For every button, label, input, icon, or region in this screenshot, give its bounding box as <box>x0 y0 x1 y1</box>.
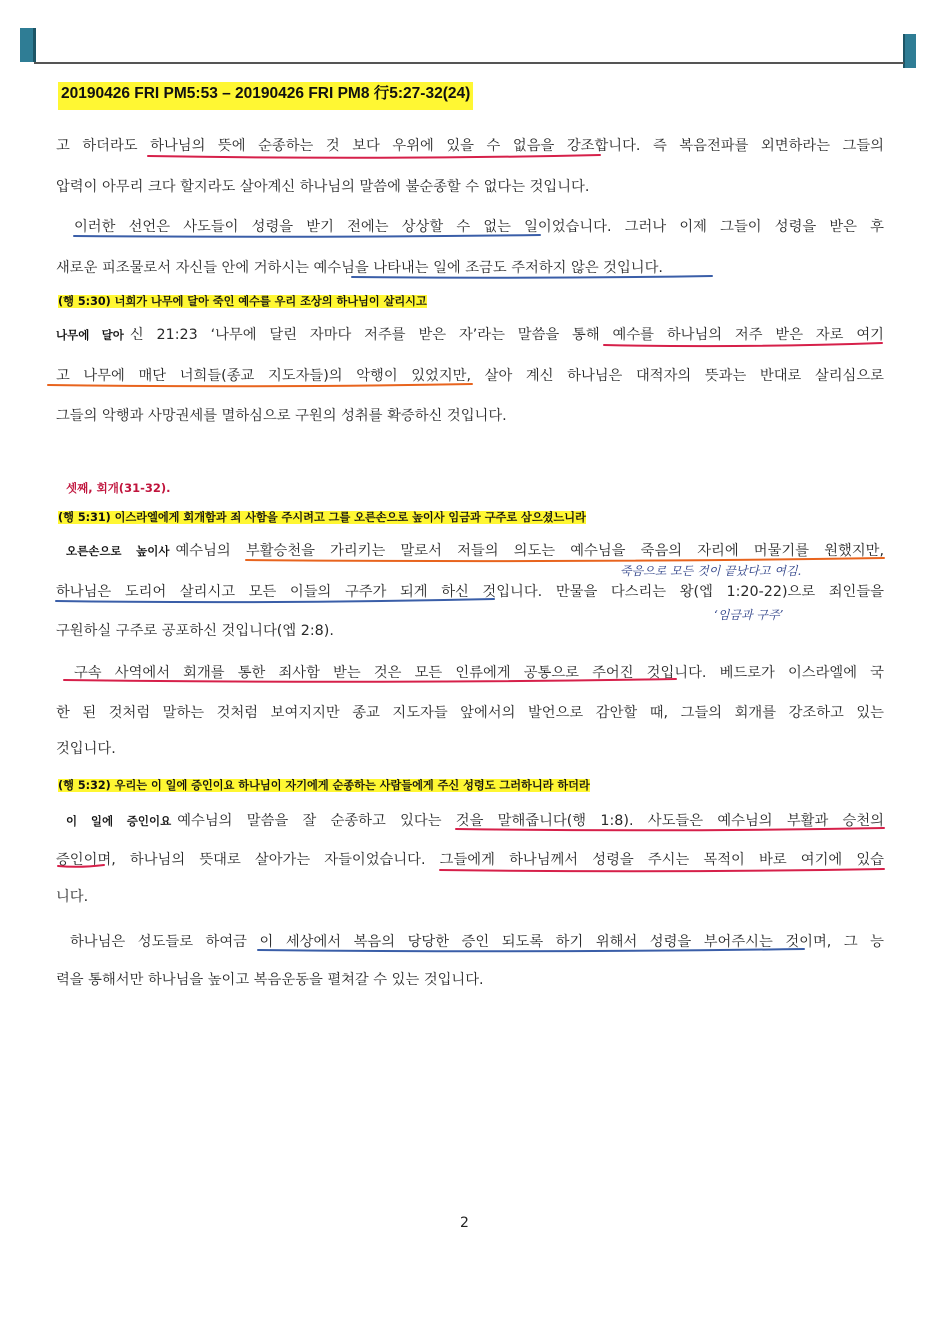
p6-lead: 이 일에 증인이요 <box>66 814 172 828</box>
p6-line1-text: 예수님의 말씀을 잘 순종하고 있다는 것을 말해줍니다(행 1:8). 사도들은 예수님의 부활과 승천의 <box>177 813 884 829</box>
verse-5-32-text: (행 5:32) 우리는 이 일에 증인이요 하나님이 자기에게 순종하는 사람들에게 주신 성령도 그러하니라 하더라 <box>58 779 590 792</box>
p3-lead: 나무에 달아 <box>56 328 124 342</box>
p5-line2: 한 된 것처럼 말하는 것처럼 보여지지만 종교 지도자들 앞에서의 발언으로 감안할 때, 그들의 회개를 강조하고 있는 <box>56 705 884 721</box>
p3-line1 <box>56 325 884 345</box>
p5-line1: 구속 사역에서 회개를 통한 죄사함 받는 것은 모든 인류에게 공통으로 주어진 것입니다. 베드로가 이스라엘에 국 <box>74 665 884 681</box>
top-rule <box>34 62 904 64</box>
p4-line2: 하나님은 도리어 살리시고 모든 이들의 구주가 되게 하신 것입니다. 만물을 다스리는 왕(엡 1:20-22)으로 죄인들을 <box>56 584 884 600</box>
handwritten-note-2: ‘임금과 구주’ <box>714 608 784 622</box>
p2-line1: 이러한 선언은 사도들이 성령을 받기 전에는 상상할 수 없는 일이었습니다. 그러나 이제 그들이 성령을 받은 후 <box>74 219 884 235</box>
p6-line2: 증인이며, 하나님의 뜻대로 살아가는 자들이었습니다. 그들에게 하나님께서 성령을 주시는 목적이 바로 여기에 있습 <box>56 852 884 868</box>
top-bar-left-accent <box>20 28 36 62</box>
p4-lead: 오른손으로 높이사 <box>66 544 170 558</box>
section-heading: 셋째, 회개(31-32). <box>66 481 171 495</box>
p7-line2: 력을 통해서만 하나님을 높이고 복음운동을 펼쳐갈 수 있는 것입니다. <box>56 972 484 988</box>
p4-line3: 구원하실 구주로 공포하신 것입니다(엡 2:8). <box>56 623 334 639</box>
p1-line2: 압력이 아무리 크다 할지라도 살아계신 하나님의 말씀에 불순종할 수 없다는 것입니다. <box>56 179 590 195</box>
p3-line3: 그들의 악행과 사망권세를 멸하심으로 구원의 성취를 확증하신 것입니다. <box>56 408 507 424</box>
verse-5-31 <box>58 508 586 528</box>
p3-line2: 고 나무에 매단 너희들(종교 지도자들)의 악행이 있었지만, 살아 계신 하나님은 대적자의 뜻과는 반대로 살리심으로 <box>56 368 884 384</box>
sermon-header: 20190426 FRI PM5:53 – 20190426 FRI PM8 行5:27-32(24) <box>58 82 473 110</box>
p5-line3: 것입니다. <box>56 741 116 757</box>
p7-line1: 하나님은 성도들로 하여금 이 세상에서 복음의 당당한 증인 되도록 하기 위해서 성령을 부어주시는 것이며, 그 능 <box>70 934 884 950</box>
page-number: 2 <box>460 1215 469 1231</box>
p3-line1-text: 신 21:23 ‘나무에 달린 자마다 저주를 받은 자’라는 말씀을 통해 예수를 하나님의 저주 받은 자로 여기 <box>129 327 884 343</box>
verse-5-30 <box>58 292 427 312</box>
verse-5-30-text: (행 5:30) 너희가 나무에 달아 죽인 예수를 우리 조상의 하나님이 살리시고 <box>58 295 427 308</box>
p6-line3: 니다. <box>56 889 89 905</box>
verse-5-31-text: (행 5:31) 이스라엘에게 회개함과 죄 사함을 주시려고 그를 오른손으로 높이사 임금과 구주로 삼으셨느니라 <box>58 511 586 524</box>
p6-line1 <box>66 811 884 831</box>
p4-line1-text: 예수님의 부활승천을 가리키는 말로서 저들의 의도는 예수님을 죽음의 자리에 머물기를 원했지만, <box>175 543 884 559</box>
handwritten-note-1: 죽음으로 모든 것이 끝났다고 여김. <box>620 564 802 578</box>
p1-line1: 고 하더라도 하나님의 뜻에 순종하는 것 보다 우위에 있을 수 없음을 강조합니다. 즉 복음전파를 외면하라는 그들의 <box>56 138 884 154</box>
top-bar-right-accent <box>903 34 916 68</box>
p2-line2: 새로운 피조물로서 자신들 안에 거하시는 예수님을 나타내는 일에 조금도 주저하지 않은 것입니다. <box>56 260 663 276</box>
verse-5-32 <box>58 776 590 796</box>
p4-line1 <box>66 541 884 561</box>
